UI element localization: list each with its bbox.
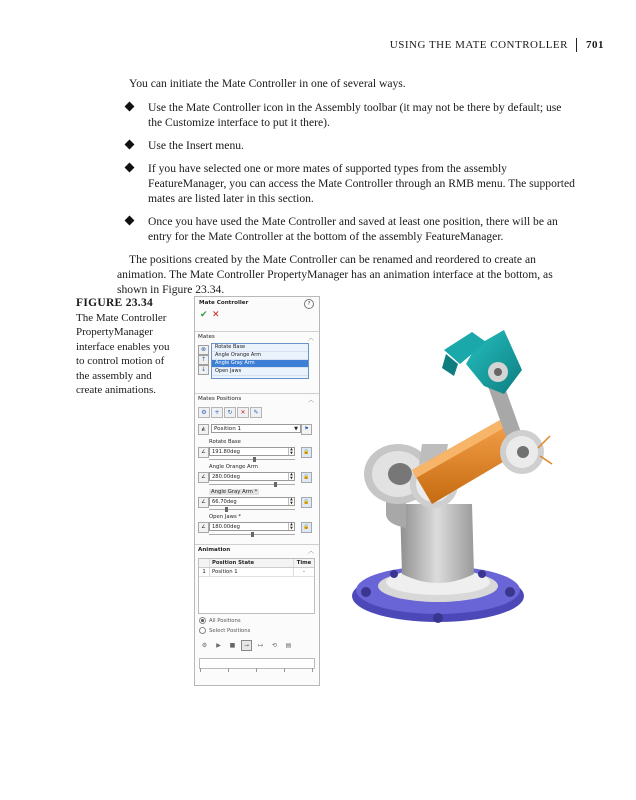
- rotate-base-slider[interactable]: [209, 459, 295, 460]
- chevron-up-icon: ︿: [307, 335, 314, 342]
- save-animation-icon[interactable]: ▤: [285, 642, 292, 649]
- running-title: USING THE MATE CONTROLLER: [389, 39, 568, 51]
- mates-list-item-selected[interactable]: Angle Gray Arm: [212, 360, 308, 368]
- slider-thumb[interactable]: [274, 482, 277, 487]
- robot-arm-illustration: [326, 324, 586, 628]
- bullet-item: If you have selected one or more mates of supported types from the assembly FeatureManager, you can access the Mate Controller through an RMB menu. The supported mates are listed later in this section.: [117, 161, 577, 206]
- delete-position-icon[interactable]: ✕: [237, 407, 249, 418]
- figure-caption: [76, 296, 176, 398]
- running-header: [390, 38, 604, 52]
- open-jaws-slider[interactable]: [209, 534, 295, 535]
- angle-mate-icon: ∠: [198, 497, 209, 508]
- position-icon: ◭: [198, 424, 209, 435]
- slider-thumb[interactable]: [253, 457, 256, 462]
- cancel-button[interactable]: ✕: [212, 310, 220, 320]
- angle-orange-arm-slider[interactable]: [209, 484, 295, 485]
- page-number: 701: [586, 39, 604, 51]
- animation-table[interactable]: [198, 558, 315, 614]
- mates-list-item[interactable]: Angle Orange Arm: [212, 352, 308, 360]
- lock-icon[interactable]: 🔒: [301, 522, 312, 533]
- bullet-item: Once you have used the Mate Controller and saved at least one position, there will be an entry for the Mate Controller at the bottom of the assembly FeatureManager.: [117, 214, 577, 244]
- diamond-bullet-icon: [125, 216, 135, 226]
- chevron-up-icon: ︿: [307, 548, 314, 555]
- calculate-animation-icon[interactable]: ⚙: [201, 642, 208, 649]
- radio-button-icon[interactable]: [199, 617, 206, 624]
- spinner-icon[interactable]: ▲ ▼: [288, 473, 294, 480]
- intro-paragraph: You can initiate the Mate Controller in one of several ways.: [129, 77, 406, 90]
- lock-icon[interactable]: 🔒: [301, 472, 312, 483]
- mate-label-angle-orange-arm: Angle Orange Arm: [209, 464, 258, 470]
- mates-positions-section-header[interactable]: Mates Positions ︿: [195, 393, 319, 404]
- chevron-up-icon: ︿: [307, 397, 314, 404]
- lock-icon[interactable]: 🔒: [301, 447, 312, 458]
- body-text: [117, 76, 577, 297]
- mate-label-angle-gray-arm: Angle Gray Arm *: [211, 489, 258, 495]
- mates-list[interactable]: [211, 343, 309, 379]
- figure-label: FIGURE 23.34: [76, 297, 154, 309]
- slider-thumb[interactable]: [251, 532, 254, 537]
- diamond-bullet-icon: [125, 163, 135, 173]
- mates-section-header[interactable]: Mates ︿: [195, 331, 319, 342]
- update-position-icon[interactable]: ↻: [224, 407, 236, 418]
- add-position-icon[interactable]: +: [211, 407, 223, 418]
- angle-gray-arm-slider[interactable]: [209, 509, 295, 510]
- radio-button-icon[interactable]: [199, 627, 206, 634]
- radio-all-positions[interactable]: All Positions: [199, 617, 241, 624]
- angle-gray-arm-value-field[interactable]: 66.70deg ▲ ▼: [209, 497, 295, 506]
- mate-label-rotate-base: Rotate Base: [209, 439, 241, 445]
- position-dropdown[interactable]: Position 1 ▼: [211, 424, 301, 433]
- table-header-row: Position State Time: [199, 559, 314, 568]
- positions-paragraph: The positions created by the Mate Controller can be renamed and reordered to create an animation. The Mate Controller PropertyManager has an animation interface at the bottom, as shown in Figure 23.34.: [117, 253, 553, 296]
- position-settings-icon[interactable]: ⚑: [301, 424, 312, 435]
- mates-list-item[interactable]: Rotate Base: [212, 344, 308, 352]
- play-icon[interactable]: ▶: [216, 642, 221, 649]
- lock-icon[interactable]: 🔒: [301, 497, 312, 508]
- edit-position-icon[interactable]: ✎: [250, 407, 262, 418]
- panel-title: Mate Controller: [199, 300, 249, 306]
- stop-icon[interactable]: ■: [229, 642, 236, 649]
- angle-orange-arm-value-field[interactable]: 280.00deg ▲ ▼: [209, 472, 295, 481]
- angle-mate-icon: ∠: [198, 447, 209, 458]
- mate-label-open-jaws: Open Jaws *: [209, 514, 242, 520]
- diamond-bullet-icon: [125, 102, 135, 112]
- table-empty-area: [199, 577, 314, 613]
- bullet-item: Use the Mate Controller icon in the Assembly toolbar (it may not be there by default; use the Customize interface to put it there).: [117, 100, 577, 130]
- angle-mate-icon: ∠: [198, 472, 209, 483]
- move-down-icon[interactable]: ↓: [198, 365, 209, 375]
- playback-loop-icon[interactable]: ↦: [257, 642, 264, 649]
- spinner-icon[interactable]: ▲ ▼: [288, 448, 294, 455]
- animation-section-header[interactable]: Animation ︿: [195, 544, 319, 555]
- table-row[interactable]: 1 Position 1 -: [199, 568, 314, 577]
- playback-toolbar: [199, 640, 294, 651]
- slider-tick: [228, 668, 229, 672]
- mate-icon[interactable]: ⊗: [198, 345, 209, 355]
- figure-caption-text: The Mate Controller PropertyManager interface enables you to control motion of the assembly and create animations.: [76, 311, 170, 396]
- mate-controller-panel: [194, 296, 320, 686]
- diamond-bullet-icon: [125, 140, 135, 150]
- slider-thumb[interactable]: [225, 507, 228, 512]
- rotate-base-value-field[interactable]: 191.80deg ▲ ▼: [209, 447, 295, 456]
- bullet-list: [117, 100, 577, 244]
- mates-list-item[interactable]: Open Jaws: [212, 368, 308, 376]
- playback-normal-icon[interactable]: →: [241, 640, 252, 651]
- bullet-item: Use the Insert menu.: [117, 138, 577, 153]
- chevron-down-icon: ▼: [294, 426, 298, 432]
- slider-tick: [200, 668, 201, 672]
- spinner-icon[interactable]: ▲ ▼: [288, 498, 294, 505]
- calculate-positions-icon[interactable]: ⚙: [198, 407, 210, 418]
- ok-button[interactable]: ✔: [200, 310, 208, 320]
- slider-tick: [256, 668, 257, 672]
- radio-select-positions[interactable]: Select Positions: [199, 627, 250, 634]
- open-jaws-value-field[interactable]: 180.00deg ▲ ▼: [209, 522, 295, 531]
- slider-tick: [284, 668, 285, 672]
- angle-mate-icon: ∠: [198, 522, 209, 533]
- playback-reciprocate-icon[interactable]: ⟲: [271, 642, 278, 649]
- help-icon[interactable]: ?: [304, 299, 314, 309]
- move-up-icon[interactable]: ↑: [198, 355, 209, 365]
- animation-time-slider[interactable]: [199, 658, 315, 669]
- spinner-icon[interactable]: ▲ ▼: [288, 523, 294, 530]
- slider-tick: [312, 668, 313, 672]
